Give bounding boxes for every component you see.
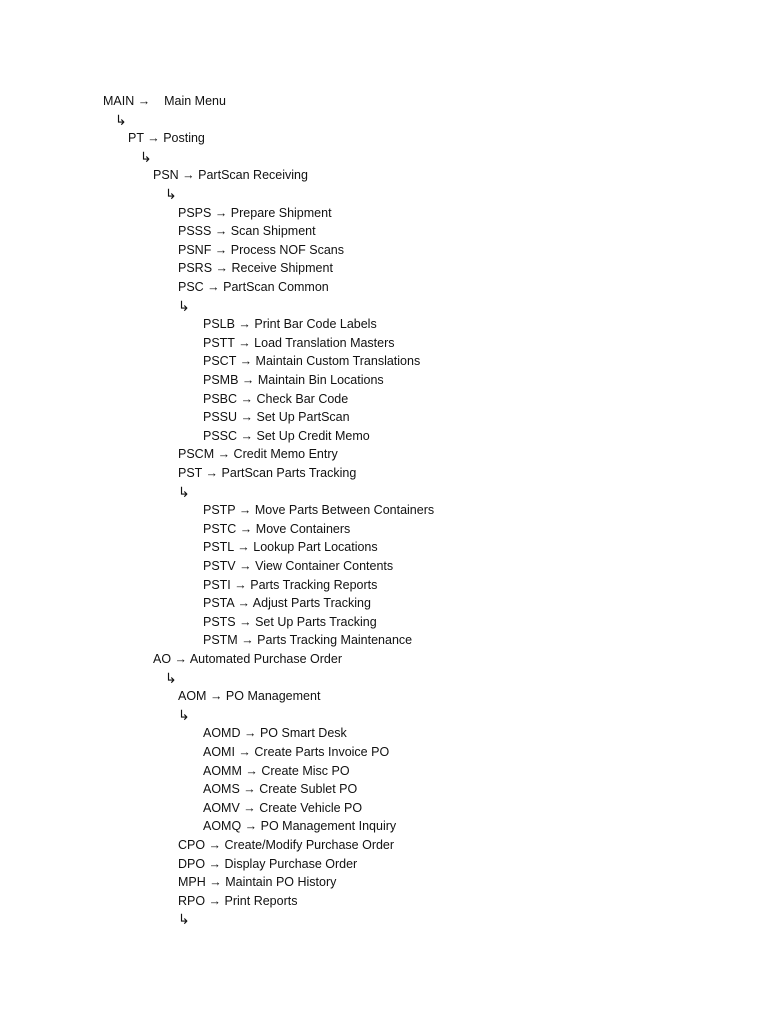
menu-entry-level-4: PSTI → Parts Tracking Reports bbox=[203, 578, 378, 592]
menu-entry-level-3: PSCM → Credit Memo Entry bbox=[178, 447, 338, 461]
menu-entry-level-4: PSTS → Set Up Parts Tracking bbox=[203, 615, 377, 629]
menu-entry-level-3: DPO → Display Purchase Order bbox=[178, 857, 358, 871]
menu-entry-level-4: PSTA → Adjust Parts Tracking bbox=[203, 596, 371, 610]
menu-entry-level-4: AOMD → PO Smart Desk bbox=[203, 726, 347, 740]
menu-entry-level-4: PSTC → Move Containers bbox=[203, 522, 351, 536]
menu-entry-level-2: AO → Automated Purchase Order bbox=[153, 652, 342, 666]
menu-entry-level-4: PSTM → Parts Tracking Maintenance bbox=[203, 633, 413, 647]
menu-entry-level-4: AOMV → Create Vehicle PO bbox=[203, 801, 363, 815]
tree-branch-icon: ↳ bbox=[178, 911, 190, 927]
menu-entry-level-3: PSC → PartScan Common bbox=[178, 280, 329, 294]
menu-entry-level-4: AOMS → Create Sublet PO bbox=[203, 782, 358, 796]
tree-branch-icon: ↳ bbox=[178, 707, 190, 723]
menu-entry-level-3: AOM → PO Management bbox=[178, 689, 321, 703]
menu-entry-level-4: AOMI → Create Parts Invoice PO bbox=[203, 745, 390, 759]
menu-entry-level-2: PSN → PartScan Receiving bbox=[153, 168, 308, 182]
menu-entry-level-0: MAIN → Main Menu bbox=[103, 94, 226, 108]
menu-entry-level-4: PSTL → Lookup Part Locations bbox=[203, 540, 378, 554]
tree-branch-icon: ↳ bbox=[140, 149, 152, 165]
menu-entry-level-4: PSMB → Maintain Bin Locations bbox=[203, 373, 384, 387]
menu-entry-level-3: PSRS → Receive Shipment bbox=[178, 261, 333, 275]
tree-branch-icon: ↳ bbox=[165, 186, 177, 202]
menu-entry-level-3: PST → PartScan Parts Tracking bbox=[178, 466, 357, 480]
menu-entry-level-3: PSNF → Process NOF Scans bbox=[178, 243, 345, 257]
tree-branch-icon: ↳ bbox=[115, 112, 127, 128]
tree-branch-icon: ↳ bbox=[178, 484, 190, 500]
menu-entry-level-4: AOMQ → PO Management Inquiry bbox=[203, 819, 397, 833]
menu-entry-level-4: PSSC → Set Up Credit Memo bbox=[203, 429, 370, 443]
menu-entry-level-4: PSTV → View Container Contents bbox=[203, 559, 394, 573]
menu-entry-level-4: PSLB → Print Bar Code Labels bbox=[203, 317, 377, 331]
menu-entry-level-3: RPO → Print Reports bbox=[178, 894, 298, 908]
menu-entry-level-4: PSTT → Load Translation Masters bbox=[203, 336, 395, 350]
menu-entry-level-1: PT → Posting bbox=[128, 131, 205, 145]
menu-entry-level-4: PSBC → Check Bar Code bbox=[203, 392, 349, 406]
menu-entry-level-4: AOMM → Create Misc PO bbox=[203, 764, 350, 778]
menu-entry-level-3: PSSS → Scan Shipment bbox=[178, 224, 316, 238]
tree-branch-icon: ↳ bbox=[178, 298, 190, 314]
menu-entry-level-4: PSCT → Maintain Custom Translations bbox=[203, 354, 421, 368]
menu-entry-level-4: PSTP → Move Parts Between Containers bbox=[203, 503, 435, 517]
tree-branch-icon: ↳ bbox=[165, 670, 177, 686]
menu-entry-level-3: PSPS → Prepare Shipment bbox=[178, 206, 332, 220]
menu-entry-level-4: PSSU → Set Up PartScan bbox=[203, 410, 350, 424]
menu-entry-level-3: CPO → Create/Modify Purchase Order bbox=[178, 838, 395, 852]
menu-entry-level-3: MPH → Maintain PO History bbox=[178, 875, 337, 889]
